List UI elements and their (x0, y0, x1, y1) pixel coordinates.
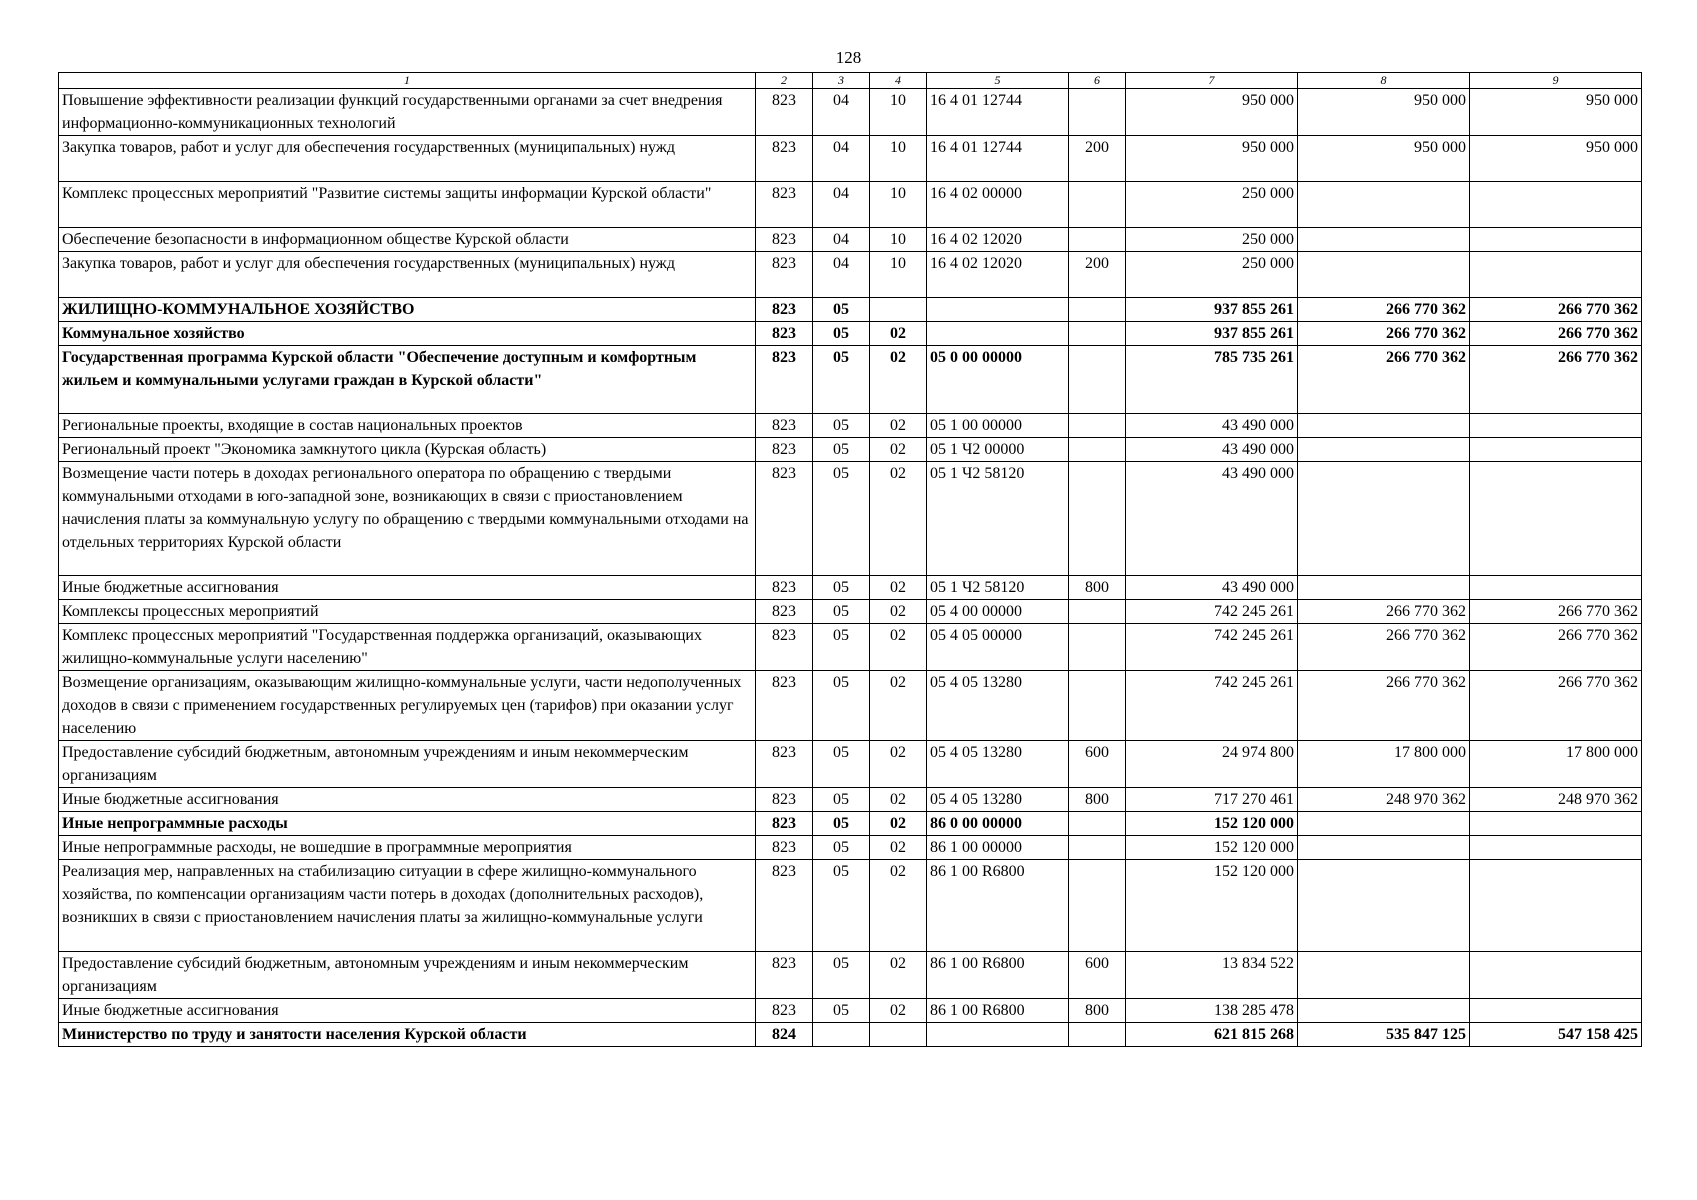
grbs-code-cell: 823 (756, 89, 813, 136)
amount-year2-cell (1298, 462, 1470, 576)
row-name-cell: Комплекс процессных мероприятий "Развитие системы защиты информации Курской области" (59, 182, 756, 228)
grbs-code-cell: 823 (756, 182, 813, 228)
table-row (59, 182, 1642, 228)
subsection-code-cell: 02 (870, 346, 927, 414)
amount-year3-cell (1470, 576, 1642, 600)
amount-year1-cell: 138 285 478 (1126, 999, 1298, 1023)
amount-year1-cell: 742 245 261 (1126, 624, 1298, 671)
grbs-code-cell: 824 (756, 1023, 813, 1047)
amount-year1-cell: 250 000 (1126, 182, 1298, 228)
amount-year2-cell: 535 847 125 (1298, 1023, 1470, 1047)
amount-year2-cell: 950 000 (1298, 136, 1470, 182)
expense-type-cell: 800 (1069, 999, 1126, 1023)
amount-year1-cell: 742 245 261 (1126, 600, 1298, 624)
grbs-code-cell: 823 (756, 228, 813, 252)
subsection-code-cell: 02 (870, 952, 927, 999)
target-article-cell: 05 1 00 00000 (927, 414, 1069, 438)
table-row (59, 576, 1642, 600)
row-name-cell: Комплексы процессных мероприятий (59, 600, 756, 624)
row-name-cell: Реализация мер, направленных на стабилизацию ситуации в сфере жилищно-коммунального хозяйства, по компенсации организациям части потерь в доходах (дополнительных расходов), возникших в связи с приостановлением начисления платы за жилищно-коммунальные услуги (59, 860, 756, 952)
amount-year3-cell: 950 000 (1470, 89, 1642, 136)
amount-year1-cell: 785 735 261 (1126, 346, 1298, 414)
column-header: 9 (1470, 73, 1642, 89)
grbs-code-cell: 823 (756, 600, 813, 624)
table-row (59, 1023, 1642, 1047)
amount-year2-cell (1298, 228, 1470, 252)
grbs-code-cell: 823 (756, 836, 813, 860)
amount-year1-cell: 937 855 261 (1126, 298, 1298, 322)
amount-year3-cell: 950 000 (1470, 136, 1642, 182)
expense-type-cell (1069, 182, 1126, 228)
section-code-cell: 05 (813, 322, 870, 346)
row-name-cell: Региональный проект "Экономика замкнутого цикла (Курская область) (59, 438, 756, 462)
grbs-code-cell: 823 (756, 741, 813, 788)
expense-type-cell (1069, 438, 1126, 462)
section-code-cell: 05 (813, 438, 870, 462)
expense-type-cell: 800 (1069, 576, 1126, 600)
amount-year3-cell: 266 770 362 (1470, 600, 1642, 624)
section-code-cell: 05 (813, 999, 870, 1023)
subsection-code-cell: 02 (870, 860, 927, 952)
budget-table (58, 72, 1642, 1047)
grbs-code-cell: 823 (756, 252, 813, 298)
amount-year1-cell: 950 000 (1126, 136, 1298, 182)
section-code-cell (813, 1023, 870, 1047)
expense-type-cell (1069, 322, 1126, 346)
amount-year2-cell (1298, 836, 1470, 860)
subsection-code-cell: 02 (870, 576, 927, 600)
amount-year1-cell: 43 490 000 (1126, 576, 1298, 600)
amount-year2-cell: 266 770 362 (1298, 624, 1470, 671)
row-name-cell: Обеспечение безопасности в информационном обществе Курской области (59, 228, 756, 252)
amount-year3-cell: 266 770 362 (1470, 346, 1642, 414)
subsection-code-cell: 10 (870, 228, 927, 252)
row-name-cell: Коммунальное хозяйство (59, 322, 756, 346)
subsection-code-cell: 10 (870, 182, 927, 228)
table-row (59, 600, 1642, 624)
target-article-cell (927, 298, 1069, 322)
subsection-code-cell: 10 (870, 252, 927, 298)
column-header: 6 (1069, 73, 1126, 89)
table-row (59, 414, 1642, 438)
row-name-cell: Повышение эффективности реализации функций государственными органами за счет внедрения информационно-коммуникационных технологий (59, 89, 756, 136)
row-name-cell: Иные бюджетные ассигнования (59, 999, 756, 1023)
grbs-code-cell: 823 (756, 812, 813, 836)
subsection-code-cell: 02 (870, 999, 927, 1023)
row-name-cell: Возмещение организациям, оказывающим жилищно-коммунальные услуги, части недополученных доходов в связи с применением государственных регулируемых цен (тарифов) при оказании услуг населению (59, 671, 756, 741)
amount-year3-cell (1470, 999, 1642, 1023)
table-row (59, 624, 1642, 671)
amount-year1-cell: 742 245 261 (1126, 671, 1298, 741)
subsection-code-cell: 02 (870, 322, 927, 346)
row-name-cell: Государственная программа Курской области "Обеспечение доступным и комфортным жильем и коммунальными услугами граждан в Курской области" (59, 346, 756, 414)
amount-year3-cell (1470, 952, 1642, 999)
section-code-cell: 04 (813, 252, 870, 298)
amount-year3-cell (1470, 860, 1642, 952)
amount-year2-cell: 950 000 (1298, 89, 1470, 136)
amount-year2-cell: 266 770 362 (1298, 600, 1470, 624)
grbs-code-cell: 823 (756, 414, 813, 438)
amount-year2-cell: 266 770 362 (1298, 322, 1470, 346)
target-article-cell: 16 4 02 12020 (927, 228, 1069, 252)
grbs-code-cell: 823 (756, 860, 813, 952)
grbs-code-cell: 823 (756, 788, 813, 812)
table-row (59, 252, 1642, 298)
amount-year3-cell (1470, 812, 1642, 836)
section-code-cell: 04 (813, 89, 870, 136)
expense-type-cell (1069, 812, 1126, 836)
table-row (59, 322, 1642, 346)
column-header: 5 (927, 73, 1069, 89)
row-name-cell: Региональные проекты, входящие в состав национальных проектов (59, 414, 756, 438)
amount-year3-cell (1470, 414, 1642, 438)
table-row (59, 812, 1642, 836)
expense-type-cell (1069, 860, 1126, 952)
amount-year1-cell: 152 120 000 (1126, 812, 1298, 836)
table-row (59, 228, 1642, 252)
section-code-cell: 05 (813, 462, 870, 576)
amount-year2-cell: 266 770 362 (1298, 671, 1470, 741)
table-row (59, 89, 1642, 136)
table-row (59, 860, 1642, 952)
target-article-cell: 05 4 05 00000 (927, 624, 1069, 671)
row-name-cell: Министерство по труду и занятости населения Курской области (59, 1023, 756, 1047)
grbs-code-cell: 823 (756, 671, 813, 741)
amount-year3-cell (1470, 228, 1642, 252)
target-article-cell: 86 1 00 R6800 (927, 999, 1069, 1023)
expense-type-cell (1069, 414, 1126, 438)
section-code-cell: 05 (813, 952, 870, 999)
section-code-cell: 05 (813, 671, 870, 741)
grbs-code-cell: 823 (756, 322, 813, 346)
section-code-cell: 04 (813, 182, 870, 228)
expense-type-cell (1069, 89, 1126, 136)
subsection-code-cell (870, 298, 927, 322)
table-row (59, 671, 1642, 741)
target-article-cell: 05 4 05 13280 (927, 671, 1069, 741)
expense-type-cell (1069, 1023, 1126, 1047)
amount-year1-cell: 152 120 000 (1126, 836, 1298, 860)
section-code-cell: 05 (813, 741, 870, 788)
row-name-cell: Иные бюджетные ассигнования (59, 788, 756, 812)
amount-year2-cell: 266 770 362 (1298, 298, 1470, 322)
subsection-code-cell: 02 (870, 462, 927, 576)
page-number: 128 (835, 48, 862, 67)
amount-year1-cell: 152 120 000 (1126, 860, 1298, 952)
amount-year2-cell (1298, 252, 1470, 298)
row-name-cell: Возмещение части потерь в доходах регионального оператора по обращению с твердыми коммунальными отходами в юго-западной зоне, возникающих в связи с приостановлением начисления платы за коммунальную услугу по обращению с твердыми коммунальными отходами на отдельных территориях Курской области (59, 462, 756, 576)
section-code-cell: 05 (813, 624, 870, 671)
grbs-code-cell: 823 (756, 462, 813, 576)
subsection-code-cell: 02 (870, 624, 927, 671)
amount-year1-cell: 717 270 461 (1126, 788, 1298, 812)
amount-year3-cell (1470, 182, 1642, 228)
expense-type-cell (1069, 346, 1126, 414)
grbs-code-cell: 823 (756, 576, 813, 600)
section-code-cell: 05 (813, 414, 870, 438)
expense-type-cell: 600 (1069, 952, 1126, 999)
amount-year3-cell (1470, 252, 1642, 298)
amount-year2-cell (1298, 576, 1470, 600)
target-article-cell: 16 4 02 12020 (927, 252, 1069, 298)
expense-type-cell (1069, 298, 1126, 322)
amount-year3-cell: 266 770 362 (1470, 624, 1642, 671)
column-header: 4 (870, 73, 927, 89)
table-row (59, 999, 1642, 1023)
table-row (59, 741, 1642, 788)
row-name-cell: Комплекс процессных мероприятий "Государственная поддержка организаций, оказывающих жилищно-коммунальные услуги населению" (59, 624, 756, 671)
section-code-cell: 04 (813, 136, 870, 182)
row-name-cell: Предоставление субсидий бюджетным, автономным учреждениям и иным некоммерческим организациям (59, 741, 756, 788)
grbs-code-cell: 823 (756, 298, 813, 322)
amount-year2-cell: 17 800 000 (1298, 741, 1470, 788)
expense-type-cell: 200 (1069, 252, 1126, 298)
amount-year2-cell (1298, 414, 1470, 438)
amount-year3-cell: 266 770 362 (1470, 671, 1642, 741)
amount-year1-cell: 937 855 261 (1126, 322, 1298, 346)
expense-type-cell: 600 (1069, 741, 1126, 788)
target-article-cell: 05 4 00 00000 (927, 600, 1069, 624)
amount-year1-cell: 13 834 522 (1126, 952, 1298, 999)
amount-year2-cell (1298, 952, 1470, 999)
amount-year2-cell (1298, 860, 1470, 952)
grbs-code-cell: 823 (756, 952, 813, 999)
grbs-code-cell: 823 (756, 999, 813, 1023)
target-article-cell: 05 1 Ч2 58120 (927, 462, 1069, 576)
column-header: 1 (59, 73, 756, 89)
amount-year3-cell (1470, 462, 1642, 576)
amount-year2-cell (1298, 812, 1470, 836)
amount-year1-cell: 950 000 (1126, 89, 1298, 136)
row-name-cell: Иные непрограммные расходы (59, 812, 756, 836)
amount-year1-cell: 250 000 (1126, 252, 1298, 298)
section-code-cell: 05 (813, 860, 870, 952)
section-code-cell: 05 (813, 576, 870, 600)
table-row (59, 298, 1642, 322)
column-header: 8 (1298, 73, 1470, 89)
subsection-code-cell: 02 (870, 741, 927, 788)
amount-year1-cell: 250 000 (1126, 228, 1298, 252)
expense-type-cell (1069, 462, 1126, 576)
target-article-cell: 86 0 00 00000 (927, 812, 1069, 836)
section-code-cell: 04 (813, 228, 870, 252)
expense-type-cell (1069, 600, 1126, 624)
grbs-code-cell: 823 (756, 624, 813, 671)
row-name-cell: ЖИЛИЩНО-КОММУНАЛЬНОЕ ХОЗЯЙСТВО (59, 298, 756, 322)
amount-year3-cell: 248 970 362 (1470, 788, 1642, 812)
row-name-cell: Закупка товаров, работ и услуг для обеспечения государственных (муниципальных) нужд (59, 252, 756, 298)
target-article-cell: 05 1 Ч2 00000 (927, 438, 1069, 462)
target-article-cell: 05 4 05 13280 (927, 741, 1069, 788)
subsection-code-cell (870, 1023, 927, 1047)
target-article-cell: 16 4 01 12744 (927, 136, 1069, 182)
amount-year2-cell: 266 770 362 (1298, 346, 1470, 414)
subsection-code-cell: 02 (870, 414, 927, 438)
expense-type-cell: 200 (1069, 136, 1126, 182)
section-code-cell: 05 (813, 600, 870, 624)
target-article-cell: 86 1 00 00000 (927, 836, 1069, 860)
section-code-cell: 05 (813, 788, 870, 812)
table-row (59, 438, 1642, 462)
target-article-cell: 16 4 02 00000 (927, 182, 1069, 228)
target-article-cell: 16 4 01 12744 (927, 89, 1069, 136)
subsection-code-cell: 02 (870, 788, 927, 812)
amount-year2-cell (1298, 182, 1470, 228)
column-header: 3 (813, 73, 870, 89)
expense-type-cell (1069, 836, 1126, 860)
subsection-code-cell: 02 (870, 812, 927, 836)
target-article-cell (927, 1023, 1069, 1047)
section-code-cell: 05 (813, 836, 870, 860)
section-code-cell: 05 (813, 346, 870, 414)
target-article-cell: 86 1 00 R6800 (927, 860, 1069, 952)
subsection-code-cell: 02 (870, 836, 927, 860)
target-article-cell: 86 1 00 R6800 (927, 952, 1069, 999)
target-article-cell: 05 1 Ч2 58120 (927, 576, 1069, 600)
amount-year1-cell: 43 490 000 (1126, 462, 1298, 576)
subsection-code-cell: 02 (870, 600, 927, 624)
subsection-code-cell: 10 (870, 89, 927, 136)
column-header: 7 (1126, 73, 1298, 89)
table-row (59, 952, 1642, 999)
section-code-cell: 05 (813, 298, 870, 322)
row-name-cell: Закупка товаров, работ и услуг для обеспечения государственных (муниципальных) нужд (59, 136, 756, 182)
amount-year2-cell (1298, 999, 1470, 1023)
table-body (59, 89, 1642, 1047)
row-name-cell: Иные бюджетные ассигнования (59, 576, 756, 600)
amount-year3-cell: 266 770 362 (1470, 298, 1642, 322)
table-row (59, 462, 1642, 576)
amount-year3-cell: 266 770 362 (1470, 322, 1642, 346)
amount-year3-cell (1470, 836, 1642, 860)
column-number-row (59, 73, 1642, 89)
amount-year3-cell (1470, 438, 1642, 462)
subsection-code-cell: 02 (870, 438, 927, 462)
amount-year1-cell: 24 974 800 (1126, 741, 1298, 788)
expense-type-cell (1069, 671, 1126, 741)
grbs-code-cell: 823 (756, 346, 813, 414)
target-article-cell: 05 4 05 13280 (927, 788, 1069, 812)
amount-year2-cell (1298, 438, 1470, 462)
amount-year3-cell: 547 158 425 (1470, 1023, 1642, 1047)
section-code-cell: 05 (813, 812, 870, 836)
target-article-cell (927, 322, 1069, 346)
table-row (59, 136, 1642, 182)
amount-year1-cell: 43 490 000 (1126, 438, 1298, 462)
subsection-code-cell: 10 (870, 136, 927, 182)
row-name-cell: Предоставление субсидий бюджетным, автономным учреждениям и иным некоммерческим организациям (59, 952, 756, 999)
row-name-cell: Иные непрограммные расходы, не вошедшие в программные мероприятия (59, 836, 756, 860)
table-row (59, 788, 1642, 812)
column-header: 2 (756, 73, 813, 89)
amount-year1-cell: 43 490 000 (1126, 414, 1298, 438)
target-article-cell: 05 0 00 00000 (927, 346, 1069, 414)
amount-year3-cell: 17 800 000 (1470, 741, 1642, 788)
grbs-code-cell: 823 (756, 438, 813, 462)
subsection-code-cell: 02 (870, 671, 927, 741)
amount-year1-cell: 621 815 268 (1126, 1023, 1298, 1047)
table-row (59, 346, 1642, 414)
grbs-code-cell: 823 (756, 136, 813, 182)
expense-type-cell (1069, 228, 1126, 252)
expense-type-cell: 800 (1069, 788, 1126, 812)
expense-type-cell (1069, 624, 1126, 671)
amount-year2-cell: 248 970 362 (1298, 788, 1470, 812)
table-row (59, 836, 1642, 860)
